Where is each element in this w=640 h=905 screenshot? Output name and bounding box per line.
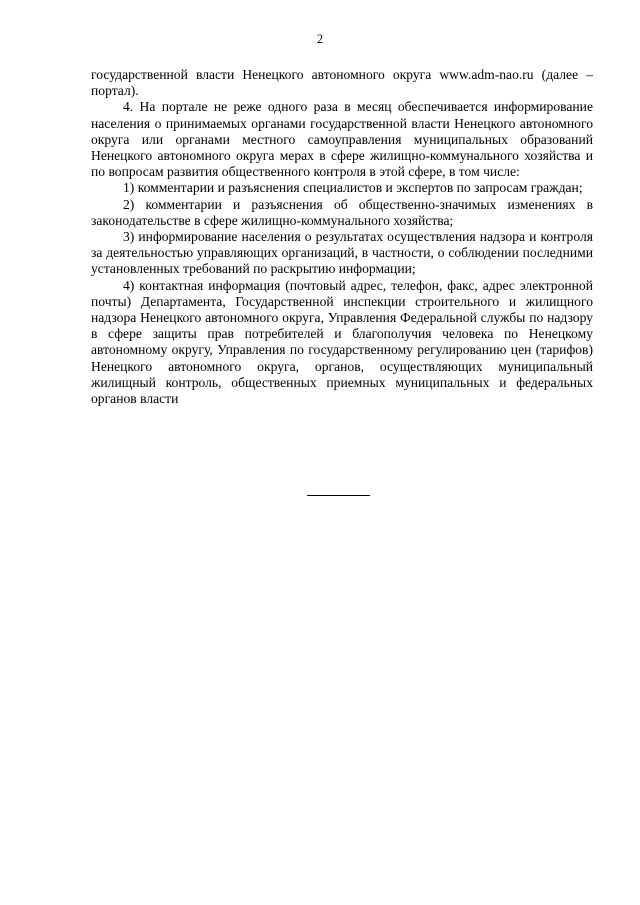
paragraph-subitem-1: 1) комментарии и разъяснения специалистов и экспертов по запросам граждан; [123, 180, 583, 196]
end-separator-line [307, 495, 370, 496]
document-body [91, 67, 593, 407]
paragraph-subitem-2: 2) комментарии и разъяснения об общественно-значимых изменениях в законодательстве в сфере жилищно-коммунального хозяйства; [91, 196, 593, 228]
paragraph-item-4: 4. На портале не реже одного раза в месяц обеспечивается информирование населения о принимаемых органами государственной власти Ненецкого автономного округа или органами местного самоуправления муниципальных образований Ненецкого автономного округа мерах в сфере жилищно-коммунального хозяйства и по вопросам развития общественного контроля в этой сфере, в том числе: [91, 99, 593, 180]
page-number: 2 [316, 32, 324, 46]
paragraph-subitem-3: 3) информирование населения о результатах осуществления надзора и контроля за деятельностью управляющих организаций, в частности, о соблюдении последними установленных требований по раскрытию информации; [91, 229, 593, 277]
paragraph-portal-reference: государственной власти Ненецкого автономного округа www.adm-nao.ru (далее – портал). [91, 67, 593, 99]
paragraph-subitem-4: 4) контактная информация (почтовый адрес, телефон, факс, адрес электронной почты) Департамента, Государственной инспекции строительного и жилищного надзора Ненецкого автономного округа, Управления Федеральной службы по надзору в сфере защиты прав потребителей и благополучия человека по Ненецкому автономному округу, Управления по государственному регулированию цен (тарифов) Ненецкого автономного округа, органов, осуществляющих муниципальный жилищный контроль, общественных приемных муниципальных и федеральных органов власти [91, 277, 593, 407]
